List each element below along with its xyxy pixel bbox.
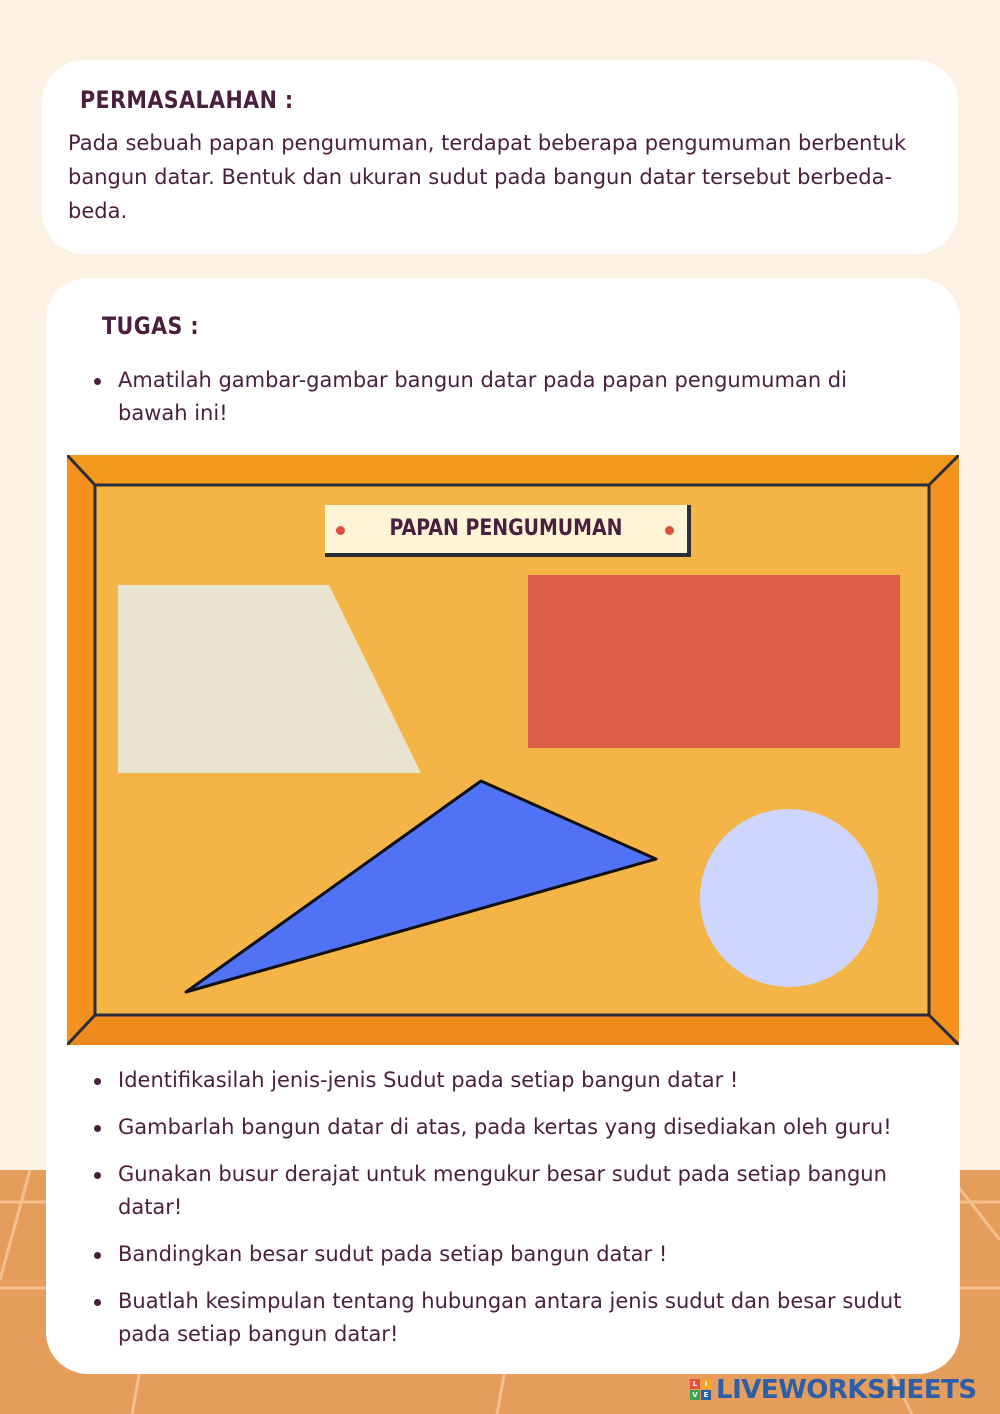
board-frame-bottom [67, 1015, 959, 1045]
problem-heading: PERMASALAHAN : [80, 86, 294, 114]
rectangle-shape [528, 575, 900, 748]
list-item: Bandingkan besar sudut pada setiap bangun datar ! [72, 1238, 952, 1271]
problem-text: Pada sebuah papan pengumuman, terdapat beberapa pengumuman berbentuk bangun datar. Bentuk dan ukuran sudut pada bangun datar tersebut berbeda-beda. [68, 131, 907, 223]
board-sign-label: PAPAN PENGUMUMAN [389, 516, 623, 541]
list-item: Identifikasilah jenis-jenis Sudut pada setiap bangun datar ! [72, 1064, 952, 1097]
board-frame-top [67, 455, 959, 485]
sign-pin [665, 526, 674, 535]
task-heading: TUGAS : [102, 312, 200, 340]
liveworksheets-logo [690, 1372, 977, 1408]
liveworksheets-logo-icon: L I V E [690, 1379, 712, 1401]
list-item: Gambarlah bangun datar di atas, pada kertas yang disediakan oleh guru! [72, 1111, 952, 1144]
announcement-board [67, 455, 959, 1045]
liveworksheets-logo-text: LIVEWORKSHEETS [716, 1375, 977, 1405]
task-intro-list [72, 364, 892, 430]
problem-card [42, 60, 958, 254]
circle-shape [700, 809, 878, 987]
board-sign [325, 505, 691, 557]
list-item: Buatlah kesimpulan tentang hubungan antara jenis sudut dan besar sudut pada setiap bangun datar! [72, 1285, 952, 1351]
list-item: Gunakan busur derajat untuk mengukur besar sudut pada setiap bangun datar! [72, 1158, 952, 1224]
task-list [72, 1064, 952, 1365]
list-item: Amatilah gambar-gambar bangun datar pada papan pengumuman di bawah ini! [72, 364, 892, 430]
sign-pin [336, 526, 345, 535]
